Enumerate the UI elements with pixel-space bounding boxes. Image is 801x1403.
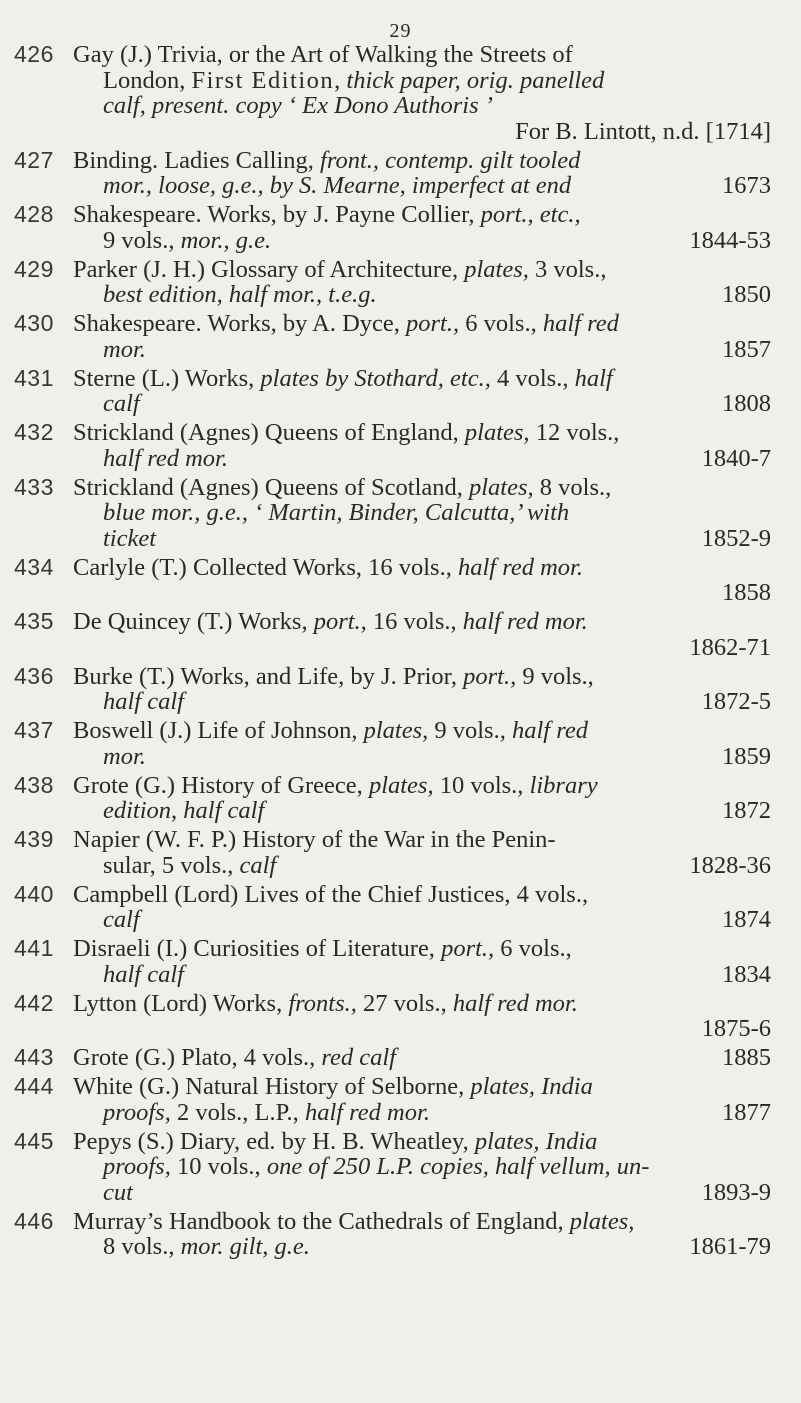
italic-text: plates, xyxy=(569,1207,635,1235)
description-line xyxy=(73,500,771,526)
catalogue-entry xyxy=(0,773,801,824)
lot-number: 442 xyxy=(14,989,54,1016)
italic-text: plates, xyxy=(469,473,534,501)
catalogue-list xyxy=(0,42,801,1263)
lot-description xyxy=(73,1045,771,1071)
italic-text: plates by Stothard, etc., xyxy=(260,364,491,392)
catalogue-entry xyxy=(0,1209,801,1260)
catalogue-entry xyxy=(0,1074,801,1125)
text-segment: Pepys (S.) Diary, ed. by H. B. Wheatley, xyxy=(73,1127,475,1155)
text-segment: De Quincey (T.) Works, xyxy=(73,608,314,635)
italic-text: plates, xyxy=(464,419,530,446)
publication-date: 1858 xyxy=(722,579,771,606)
italic-text: plates, India xyxy=(470,1073,593,1100)
description-line xyxy=(73,580,771,606)
description-line xyxy=(73,42,771,68)
italic-text: half calf xyxy=(103,960,184,988)
italic-text: thick paper, orig. panelled xyxy=(346,66,605,94)
text-segment: Grote (G.) Plato, 4 vols., xyxy=(73,1044,322,1071)
description-line xyxy=(73,93,771,119)
italic-text: mor., loose, g.e., by S. Mearne, imperfect at end xyxy=(103,172,572,199)
description-line xyxy=(73,689,771,715)
publication-date: 1859 xyxy=(722,742,771,770)
lot-description xyxy=(73,936,771,987)
italic-text: half calf xyxy=(103,688,184,715)
catalogue-entry xyxy=(0,664,801,715)
text-segment: Parker (J. H.) Glossary of Architecture, xyxy=(73,255,465,283)
catalogue-entry xyxy=(0,936,801,987)
text-segment: 9 vols., xyxy=(103,226,181,254)
italic-text: edition, half calf xyxy=(103,797,265,824)
description-line xyxy=(73,282,771,308)
text-segment: 9 vols., xyxy=(428,717,512,744)
description-line xyxy=(73,798,771,824)
description-line xyxy=(73,1074,771,1100)
description-line xyxy=(73,907,771,933)
lot-description xyxy=(73,42,771,144)
lot-number: 433 xyxy=(14,473,54,500)
text-segment: 12 vols., xyxy=(529,419,620,446)
text-segment: Disraeli (I.) Curiosities of Literature, xyxy=(73,935,442,962)
italic-text: mor. xyxy=(103,742,146,770)
text-segment: Carlyle (T.) Collected Works, 16 vols., xyxy=(73,553,458,581)
description-line xyxy=(73,853,771,879)
catalogue-entry xyxy=(0,555,801,606)
text-segment: Gay (J.) Trivia, or the Art of Walking the Streets of xyxy=(73,41,573,68)
publication-date: 1861-79 xyxy=(689,1233,771,1260)
description-line xyxy=(73,1129,771,1155)
italic-text: cut xyxy=(103,1178,133,1206)
description-line xyxy=(73,827,771,853)
description-line xyxy=(73,257,771,283)
lot-number: 426 xyxy=(14,41,54,67)
lot-description xyxy=(73,1129,771,1206)
lot-description xyxy=(73,311,771,362)
text-segment: 27 vols., xyxy=(356,989,453,1017)
italic-text: front., contemp. gilt tooled xyxy=(320,146,581,174)
italic-text: port., xyxy=(406,310,460,337)
lot-number: 431 xyxy=(14,364,54,391)
publication-date: 1877 xyxy=(722,1098,771,1126)
text-segment: Grote (G.) History of Greece, xyxy=(73,771,369,799)
catalogue-entry xyxy=(0,1045,801,1071)
catalogue-entry xyxy=(0,257,801,308)
text-segment: Boswell (J.) Life of Johnson, xyxy=(73,717,364,744)
catalogue-entry xyxy=(0,42,801,144)
lot-number: 439 xyxy=(14,826,54,852)
lot-description xyxy=(73,773,771,824)
publication-date: 1862-71 xyxy=(689,633,771,661)
lot-description xyxy=(73,1074,771,1125)
description-line xyxy=(73,991,771,1017)
text-segment: Napier (W. F. P.) History of the War in the Penin- xyxy=(73,826,556,853)
text-segment: 2 vols., L.P., xyxy=(170,1098,305,1126)
italic-text: calf, present. copy ‘ Ex Dono Authoris ’ xyxy=(103,92,493,119)
description-line xyxy=(73,773,771,799)
description-line xyxy=(73,718,771,744)
text-segment: 8 vols., xyxy=(533,473,612,501)
publication-date: 1852-9 xyxy=(701,524,771,552)
italic-text: port., etc., xyxy=(480,201,581,228)
description-line xyxy=(73,366,771,392)
description-line xyxy=(73,68,771,94)
description-line xyxy=(73,936,771,962)
text-segment: 10 vols., xyxy=(433,771,530,799)
description-line xyxy=(73,311,771,337)
description-line xyxy=(73,173,771,199)
text-segment: 6 vols., xyxy=(494,935,572,962)
text-segment: 16 vols., xyxy=(366,608,463,635)
catalogue-entry xyxy=(0,366,801,417)
lot-description xyxy=(73,366,771,417)
lot-description xyxy=(73,475,771,552)
lot-number: 440 xyxy=(14,880,54,907)
text-segment: Burke (T.) Works, and Life, by J. Prior, xyxy=(73,662,464,690)
description-line xyxy=(73,391,771,417)
italic-text: ticket xyxy=(103,524,157,552)
catalogue-entry xyxy=(0,827,801,878)
lot-description xyxy=(73,718,771,769)
lot-description xyxy=(73,609,771,660)
catalogue-entry xyxy=(0,1129,801,1206)
publication-date: 1834 xyxy=(722,960,771,988)
italic-text: plates, xyxy=(363,717,429,744)
catalogue-entry xyxy=(0,420,801,471)
text-segment: Lytton (Lord) Works, xyxy=(73,989,289,1017)
italic-text: half red mor. xyxy=(103,444,229,472)
italic-text: calf xyxy=(103,906,140,933)
catalogue-entry xyxy=(0,718,801,769)
text-segment: 3 vols., xyxy=(528,255,607,283)
description-line xyxy=(73,1100,771,1126)
lot-description xyxy=(73,1209,771,1260)
description-line xyxy=(73,446,771,472)
text-segment: White (G.) Natural History of Selborne, xyxy=(73,1073,471,1100)
text-segment: Strickland (Agnes) Queens of Scotland, xyxy=(73,473,469,501)
text-segment: Shakespeare. Works, by A. Dyce, xyxy=(73,310,407,337)
description-line xyxy=(73,202,771,228)
text-segment: Campbell (Lord) Lives of the Chief Justices, 4 vols., xyxy=(73,880,589,908)
description-line xyxy=(73,664,771,690)
description-line xyxy=(73,1016,771,1042)
publication-date: 1673 xyxy=(722,172,771,199)
text-segment: Murray’s Handbook to the Cathedrals of England, xyxy=(73,1207,570,1235)
catalogue-entry xyxy=(0,882,801,933)
description-line xyxy=(73,1045,771,1071)
italic-text: mor. xyxy=(103,335,146,363)
lot-number: 446 xyxy=(14,1207,54,1234)
description-line xyxy=(73,475,771,501)
italic-text: one of 250 L.P. copies, half vellum, un- xyxy=(266,1153,650,1180)
publication-date: 1840-7 xyxy=(701,444,771,472)
italic-text: calf xyxy=(239,851,277,879)
lot-number: 432 xyxy=(14,419,54,445)
lot-description xyxy=(73,827,771,878)
description-line xyxy=(73,526,771,552)
text-segment: London, xyxy=(103,66,192,94)
italic-text: blue mor., g.e., ‘ Martin, Binder, Calcutta,’ with xyxy=(103,499,570,526)
italic-text: half red mor. xyxy=(462,608,588,635)
lot-number: 443 xyxy=(14,1044,54,1070)
publication-date: 1872-5 xyxy=(701,688,771,715)
italic-text: plates, India xyxy=(474,1127,598,1155)
lot-description xyxy=(73,555,771,606)
text-segment: 4 vols., xyxy=(490,364,575,392)
description-line xyxy=(73,555,771,581)
text-segment: First Edition xyxy=(191,66,335,94)
text-segment: For B. Lintott, n.d. [1714] xyxy=(515,117,771,145)
description-line xyxy=(73,228,771,254)
description-line xyxy=(73,337,771,363)
italic-text: half red xyxy=(542,310,619,337)
description-line xyxy=(73,119,771,145)
publication-date: 1844-53 xyxy=(689,226,771,254)
publication-date: 1875-6 xyxy=(701,1015,771,1042)
italic-text: plates, xyxy=(368,771,434,799)
lot-number: 445 xyxy=(14,1127,54,1154)
italic-text: port., xyxy=(463,662,517,690)
lot-number: 437 xyxy=(14,717,54,743)
text-segment: 9 vols., xyxy=(516,662,594,690)
lot-number: 444 xyxy=(14,1073,54,1099)
description-line xyxy=(73,148,771,174)
catalogue-entry xyxy=(0,991,801,1042)
description-line xyxy=(73,962,771,988)
italic-text: half xyxy=(574,364,613,392)
lot-description xyxy=(73,148,771,199)
italic-text: mor., g.e. xyxy=(180,226,272,254)
description-line xyxy=(73,635,771,661)
italic-text: fronts., xyxy=(288,989,357,1017)
description-line xyxy=(73,1180,771,1206)
italic-text: calf xyxy=(103,390,140,417)
publication-date: 1828-36 xyxy=(689,851,771,879)
description-line xyxy=(73,1154,771,1180)
italic-text: best edition, half mor., t.e.g. xyxy=(103,281,377,308)
lot-description xyxy=(73,991,771,1042)
italic-text: mor. gilt, g.e. xyxy=(180,1233,310,1260)
lot-description xyxy=(73,664,771,715)
italic-text: library xyxy=(529,771,598,799)
catalogue-entry xyxy=(0,311,801,362)
publication-date: 1857 xyxy=(722,335,771,363)
publication-date: 1808 xyxy=(722,390,771,417)
text-segment: 6 vols., xyxy=(459,310,543,337)
catalogue-entry xyxy=(0,609,801,660)
lot-description xyxy=(73,882,771,933)
description-line xyxy=(73,744,771,770)
lot-number: 430 xyxy=(14,310,54,336)
publication-date: 1893-9 xyxy=(701,1178,771,1206)
italic-text: port., xyxy=(313,608,367,635)
lot-description xyxy=(73,420,771,471)
publication-date: 1850 xyxy=(722,281,771,308)
publication-date: 1872 xyxy=(722,797,771,824)
text-segment: Shakespeare. Works, by J. Payne Collier, xyxy=(73,201,481,228)
catalogue-entry xyxy=(0,202,801,253)
text-segment: 8 vols., xyxy=(103,1233,181,1260)
lot-number: 435 xyxy=(14,608,54,634)
text-segment: sular, 5 vols., xyxy=(103,851,240,879)
italic-text: red calf xyxy=(321,1044,396,1071)
text-segment: 10 vols., xyxy=(170,1153,267,1180)
lot-number: 441 xyxy=(14,935,54,961)
catalogue-entry xyxy=(0,148,801,199)
description-line xyxy=(73,420,771,446)
lot-number: 427 xyxy=(14,146,54,173)
description-line xyxy=(73,1209,771,1235)
lot-description xyxy=(73,202,771,253)
publication-date: 1885 xyxy=(722,1044,771,1071)
italic-text: half red mor. xyxy=(304,1098,430,1126)
text-segment: , xyxy=(334,66,347,94)
lot-number: 429 xyxy=(14,255,54,282)
italic-text: half red mor. xyxy=(457,553,583,581)
italic-text: proofs, xyxy=(103,1098,171,1126)
lot-number: 438 xyxy=(14,771,54,798)
description-line xyxy=(73,882,771,908)
lot-number: 428 xyxy=(14,201,54,227)
page-number: 29 xyxy=(389,20,412,42)
publication-date: 1874 xyxy=(722,906,771,933)
italic-text: half red mor. xyxy=(452,989,578,1017)
lot-description xyxy=(73,257,771,308)
italic-text: port., xyxy=(441,935,495,962)
catalogue-entry xyxy=(0,475,801,552)
description-line xyxy=(73,609,771,635)
text-segment: Binding. Ladies Calling, xyxy=(73,146,321,174)
text-segment: Strickland (Agnes) Queens of England, xyxy=(73,419,465,446)
italic-text: half red xyxy=(511,717,588,744)
italic-text: proofs, xyxy=(103,1153,171,1180)
description-line xyxy=(73,1234,771,1260)
lot-number: 434 xyxy=(14,553,54,580)
lot-number: 436 xyxy=(14,662,54,689)
italic-text: plates, xyxy=(464,255,529,283)
text-segment: Sterne (L.) Works, xyxy=(73,364,261,392)
